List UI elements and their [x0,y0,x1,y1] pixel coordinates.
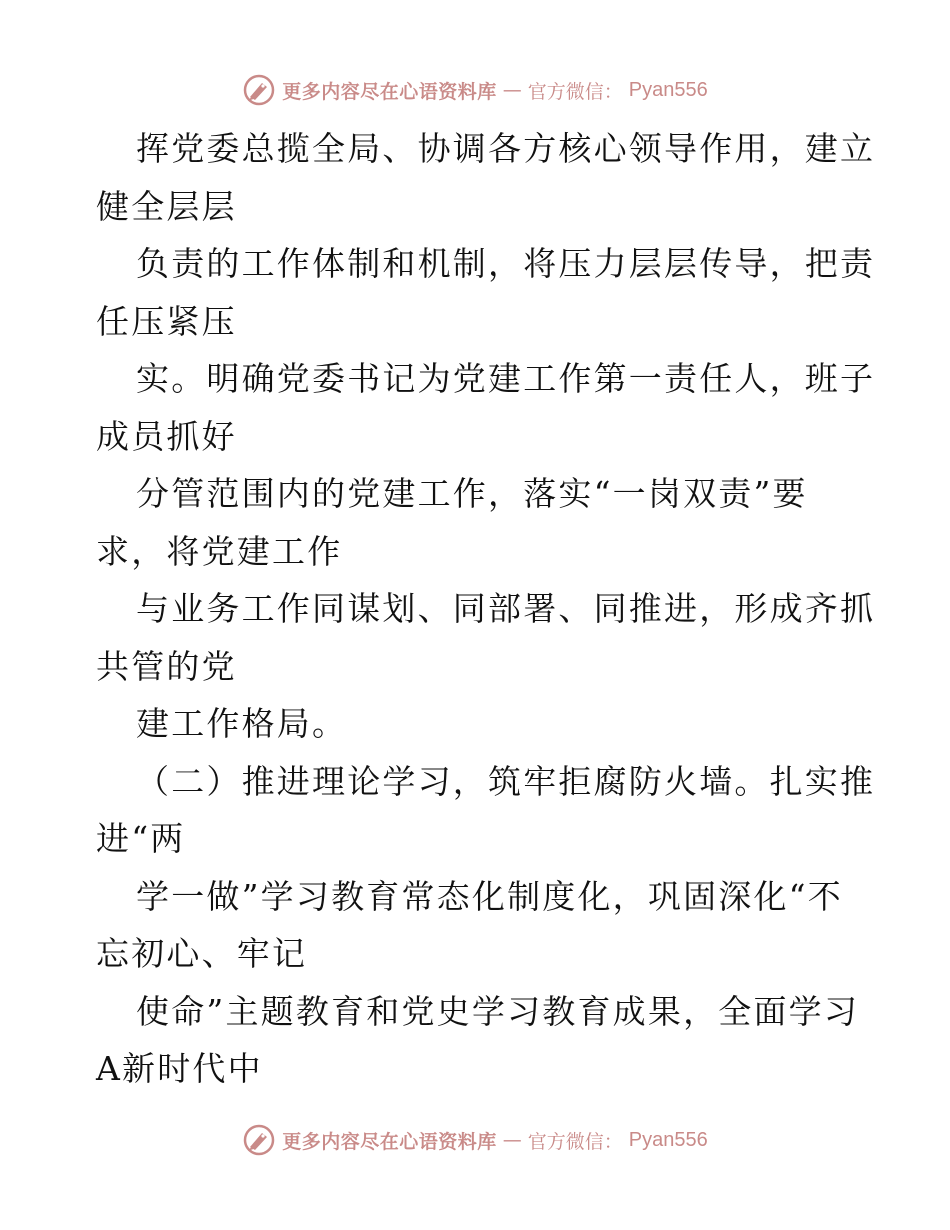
text-line: 分管范围内的党建工作，落实“一岗双责”要 [136,474,808,513]
text-line: 成员抓好 [96,416,237,456]
banner-wechat-id: Pyan556 [628,1128,708,1151]
text-line: 忘初心、牢记 [96,934,308,973]
banner-wechat-id: Pyan556 [628,78,708,101]
text-line: 使命”主题教育和党史学习教育成果，全面学习 [136,991,860,1031]
text-line: 任压紧压 [96,301,237,341]
text-line: 挥党委总揽全局、协调各方核心领导作用，建立 [136,129,876,168]
text-line: 负责的工作体制和机制，将压力层层传导，把责 [136,244,876,283]
pen-nib-logo-icon [242,1123,276,1157]
banner-separator: — [502,79,522,101]
text-line: 建工作格局。 [136,704,348,743]
text-line: 共管的党 [96,646,237,686]
banner-wechat-label: 官方微信： [527,80,623,103]
text-line: 健全层层 [96,186,237,226]
header-watermark-banner [0,70,950,110]
banner-text: 更多内容尽在心语资料库 [282,80,497,103]
banner-text: 更多内容尽在心语资料库 [282,1130,497,1153]
text-line: 与业务工作同谋划、同部署、同推进，形成齐抓 [136,589,876,628]
pen-nib-logo-icon [242,73,276,107]
text-line: 求，将党建工作 [96,531,343,571]
text-line: （二）推进理论学习，筑牢拒腐防火墙。扎实推 [136,761,876,801]
banner-wechat-label: 官方微信： [527,1130,623,1153]
text-line: 进“两 [96,819,186,858]
banner-separator: — [502,1129,522,1151]
text-line: 学一做”学习教育常态化制度化，巩固深化“不 [136,876,843,916]
footer-watermark-banner [0,1120,950,1160]
text-line: A新时代中 [96,1049,263,1088]
document-body [96,120,876,1098]
text-line: 实。明确党委书记为党建工作第一责任人，班子 [136,359,876,398]
